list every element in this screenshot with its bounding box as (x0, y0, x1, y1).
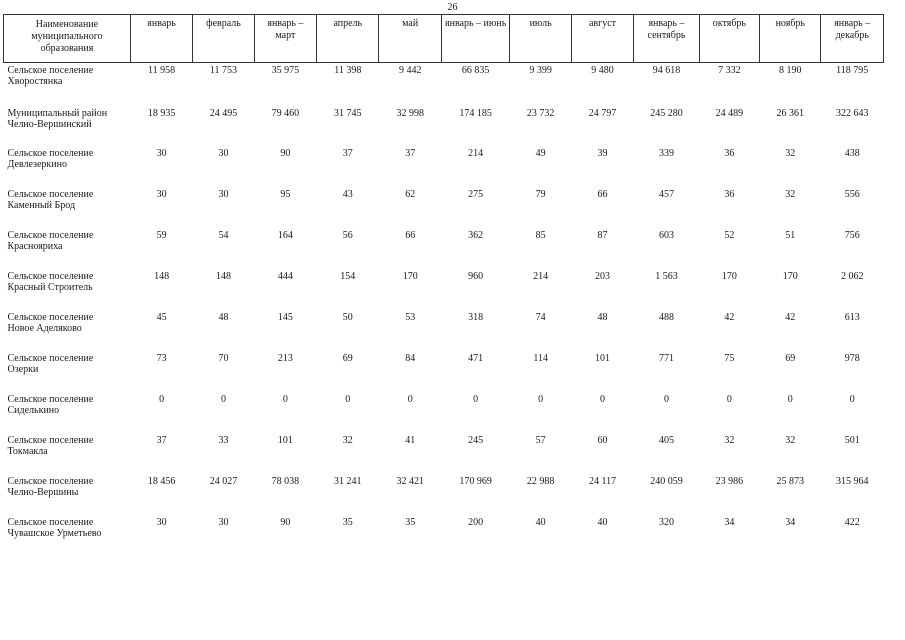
table-cell: 95 (280, 188, 291, 200)
table-cell: 36 (724, 147, 735, 159)
table-cell: 148 (215, 270, 231, 282)
table-cell: 37 (342, 147, 353, 159)
table-cell: 275 (468, 188, 484, 200)
row-name-line: Чувашское Урметьево (7, 527, 102, 539)
table-cell: 362 (468, 229, 484, 241)
table-cell: 978 (844, 352, 860, 364)
column-header: январь – июнь (441, 15, 510, 63)
row-name-line: Сельское поселение (7, 311, 94, 323)
table-cell: 34 (785, 516, 796, 528)
row-name-line: Токмакла (7, 445, 48, 457)
table-cell: 603 (658, 229, 674, 241)
table-cell: 214 (468, 147, 484, 159)
table-cell: 471 (468, 352, 484, 364)
row-name-line: Красный Строитель (7, 281, 93, 293)
table-cell: 78 038 (271, 475, 300, 487)
table-cell: 0 (600, 393, 606, 405)
table-cell: 18 935 (147, 107, 176, 119)
row-name (4, 187, 131, 228)
table-cell: 318 (468, 311, 484, 323)
row-name-line: Каменный Брод (7, 199, 76, 211)
table-cell: 322 643 (835, 107, 869, 119)
table-cell: 30 (218, 147, 229, 159)
page-number: 26 (447, 2, 458, 13)
row-name-line: Сельское поселение (7, 188, 94, 200)
table-cell: 1 563 (655, 270, 678, 282)
column-header: май (379, 15, 441, 63)
table-cell: 90 (280, 147, 291, 159)
row-name (4, 433, 131, 474)
table-cell: 43 (342, 188, 353, 200)
table-cell: 32 998 (396, 107, 424, 119)
row-name-line: Сельское поселение (7, 270, 94, 282)
table-row (4, 104, 884, 146)
column-header: январь – декабрь (821, 15, 884, 63)
table-cell: 556 (844, 188, 860, 200)
column-header: апрель (317, 15, 379, 63)
table-cell: 25 873 (776, 475, 805, 487)
column-header: февраль (193, 15, 254, 63)
table-cell: 18 456 (147, 475, 176, 487)
column-header: январь – сентябрь (634, 15, 699, 63)
table-cell: 756 (844, 229, 860, 241)
row-name-line: Девлезеркино (7, 158, 67, 170)
table-cell: 11 398 (334, 65, 362, 76)
table-row (4, 392, 884, 433)
table-row (4, 269, 884, 310)
table-row (4, 433, 884, 474)
table-cell: 34 (724, 516, 735, 528)
column-header: ноябрь (760, 15, 821, 63)
row-name (4, 104, 131, 146)
table-cell: 40 (597, 516, 608, 528)
table-cell: 170 (721, 270, 737, 282)
table-body (4, 63, 884, 556)
table-cell: 66 (405, 229, 416, 241)
table-cell: 24 489 (715, 107, 744, 119)
column-header: январь (130, 15, 192, 63)
table-cell: 164 (277, 229, 293, 241)
row-name-line: Сельское поселение (7, 229, 94, 241)
row-name-line: Краснояриха (7, 240, 63, 252)
table-cell: 66 (597, 188, 608, 200)
table-cell: 84 (405, 352, 416, 364)
table-cell: 145 (277, 311, 293, 323)
table-cell: 0 (473, 393, 479, 405)
table-cell: 69 (342, 352, 353, 364)
table-cell: 0 (345, 393, 351, 405)
table-cell: 59 (156, 229, 167, 241)
row-name-line: Сельское поселение (7, 434, 94, 446)
table-cell: 37 (156, 434, 167, 446)
column-header: январь – март (254, 15, 316, 63)
table-cell: 24 797 (588, 107, 617, 119)
table-cell: 32 (785, 434, 796, 446)
table-cell: 30 (218, 188, 229, 200)
row-name-line: Сельское поселение (7, 516, 94, 528)
table-cell: 118 795 (836, 65, 869, 76)
row-name-line: Сельское поселение (7, 65, 94, 76)
table-cell: 35 (342, 516, 353, 528)
table-cell: 53 (405, 311, 416, 323)
table-cell: 31 241 (334, 475, 362, 487)
table-cell: 24 117 (588, 475, 617, 487)
table-cell: 24 027 (209, 475, 238, 487)
table-cell: 0 (726, 393, 732, 405)
table-cell: 31 745 (334, 107, 362, 119)
table-cell: 50 (342, 311, 353, 323)
table-cell: 23 986 (715, 475, 744, 487)
table-cell: 0 (220, 393, 226, 405)
table-cell: 7 332 (718, 65, 741, 76)
table-cell: 32 421 (396, 475, 424, 487)
column-header: июль (510, 15, 571, 63)
table-cell: 70 (218, 352, 229, 364)
table-cell: 8 190 (779, 65, 802, 76)
table-cell: 771 (658, 352, 674, 364)
table-row (4, 310, 884, 351)
table-cell: 35 (405, 516, 416, 528)
table-cell: 51 (785, 229, 796, 241)
table-cell: 30 (156, 516, 167, 528)
table-cell: 240 059 (650, 475, 683, 487)
table-cell: 0 (849, 393, 855, 405)
table-cell: 488 (658, 311, 674, 323)
table-cell: 30 (156, 188, 167, 200)
table-cell: 23 732 (526, 107, 555, 119)
table-cell: 11 958 (148, 65, 176, 76)
table-cell: 87 (597, 229, 608, 241)
column-header-name: Наименование муниципального образования (4, 15, 131, 63)
table-cell: 101 (277, 434, 293, 446)
table-cell: 57 (535, 434, 546, 446)
table-cell: 9 442 (398, 65, 422, 76)
row-name-line: Сельское поселение (7, 393, 94, 405)
table-cell: 79 (535, 188, 546, 200)
row-name (4, 515, 131, 556)
table-header (4, 15, 884, 63)
table-cell: 66 835 (461, 65, 490, 76)
table-cell: 32 (785, 188, 796, 200)
table-cell: 438 (844, 147, 860, 159)
table-cell: 35 975 (271, 65, 300, 76)
table-cell: 960 (468, 270, 484, 282)
table-cell: 30 (156, 147, 167, 159)
table-cell: 73 (156, 352, 167, 364)
table-cell: 405 (658, 434, 674, 446)
table-cell: 60 (597, 434, 608, 446)
table-cell: 200 (468, 516, 484, 528)
column-header: октябрь (699, 15, 759, 63)
table-cell: 9 399 (529, 65, 552, 76)
table-cell: 26 361 (776, 107, 805, 119)
table-cell: 148 (154, 270, 170, 282)
table-cell: 94 618 (652, 65, 681, 76)
table-cell: 0 (787, 393, 793, 405)
table-cell: 48 (218, 311, 229, 323)
row-name-line: Сиделькино (7, 404, 60, 416)
row-name-line: Сельское поселение (7, 352, 94, 364)
table-row (4, 63, 884, 104)
table-cell: 42 (785, 311, 796, 323)
row-name-line: Сельское поселение (7, 147, 94, 159)
table-cell: 501 (844, 434, 860, 446)
table-cell: 613 (844, 311, 860, 323)
table-row (4, 187, 884, 228)
table-cell: 444 (277, 270, 293, 282)
header-row (4, 15, 884, 63)
table-cell: 114 (533, 352, 548, 364)
table-cell: 79 460 (271, 107, 300, 119)
table-cell: 154 (340, 270, 356, 282)
table-cell: 174 185 (459, 107, 492, 119)
table-cell: 0 (159, 393, 165, 405)
table-cell: 32 (785, 147, 796, 159)
row-name-line: Озерки (7, 363, 39, 375)
table-cell: 11 753 (209, 65, 238, 76)
row-name-line: Челно-Вершины (7, 486, 79, 498)
table-cell: 56 (342, 229, 353, 241)
table-cell: 24 495 (209, 107, 238, 119)
row-name (4, 269, 131, 310)
table-cell: 422 (844, 516, 860, 528)
row-name (4, 63, 131, 104)
row-name (4, 310, 131, 351)
column-header: август (571, 15, 633, 63)
table-row (4, 228, 884, 269)
table-cell: 45 (156, 311, 167, 323)
table-cell: 213 (277, 352, 293, 364)
table-cell: 101 (595, 352, 611, 364)
row-name-line: Муниципальный район (7, 107, 108, 119)
table-cell: 170 (782, 270, 798, 282)
table-cell: 0 (538, 393, 544, 405)
table-cell: 54 (218, 229, 229, 241)
table-cell: 33 (218, 434, 229, 446)
row-name-line: Челно-Вершинский (7, 118, 92, 130)
row-name-line: Хворостянка (7, 76, 63, 87)
table-cell: 0 (407, 393, 413, 405)
table-cell: 339 (658, 147, 674, 159)
row-name-line: Новое Аделяково (7, 322, 82, 334)
table-cell: 315 964 (835, 475, 869, 487)
table-cell: 203 (595, 270, 611, 282)
table-cell: 170 (402, 270, 418, 282)
table-cell: 69 (785, 352, 796, 364)
table-cell: 41 (405, 434, 416, 446)
row-name (4, 351, 131, 392)
table-cell: 36 (724, 188, 735, 200)
table-cell: 245 280 (650, 107, 683, 119)
row-name (4, 228, 131, 269)
table-cell: 30 (218, 516, 229, 528)
table-cell: 62 (405, 188, 416, 200)
table-cell: 32 (724, 434, 735, 446)
table-cell: 39 (597, 147, 608, 159)
table-row (4, 515, 884, 556)
table-cell: 90 (280, 516, 291, 528)
table-cell: 40 (535, 516, 546, 528)
table-cell: 457 (658, 188, 674, 200)
table-cell: 245 (468, 434, 484, 446)
table-cell: 75 (724, 352, 735, 364)
table-cell: 214 (533, 270, 549, 282)
table-cell: 48 (597, 311, 608, 323)
table-cell: 74 (535, 311, 546, 323)
table-cell: 2 062 (840, 270, 864, 282)
table-cell: 52 (724, 229, 735, 241)
table-cell: 32 (342, 434, 353, 446)
row-name (4, 392, 131, 433)
table-cell: 37 (405, 147, 416, 159)
table-cell: 42 (724, 311, 735, 323)
table-cell: 9 480 (591, 65, 614, 76)
table-cell: 170 969 (459, 475, 492, 487)
table-cell: 85 (535, 229, 546, 241)
table-row (4, 474, 884, 515)
table-row (4, 351, 884, 392)
table-cell: 22 988 (526, 475, 555, 487)
row-name-line: Сельское поселение (7, 475, 94, 487)
table-cell: 0 (282, 393, 288, 405)
table-cell: 49 (535, 147, 546, 159)
row-name (4, 474, 131, 515)
table-cell: 320 (658, 516, 674, 528)
table-cell: 0 (663, 393, 669, 405)
statistics-table (3, 14, 884, 556)
row-name (4, 146, 131, 187)
table-row (4, 146, 884, 187)
